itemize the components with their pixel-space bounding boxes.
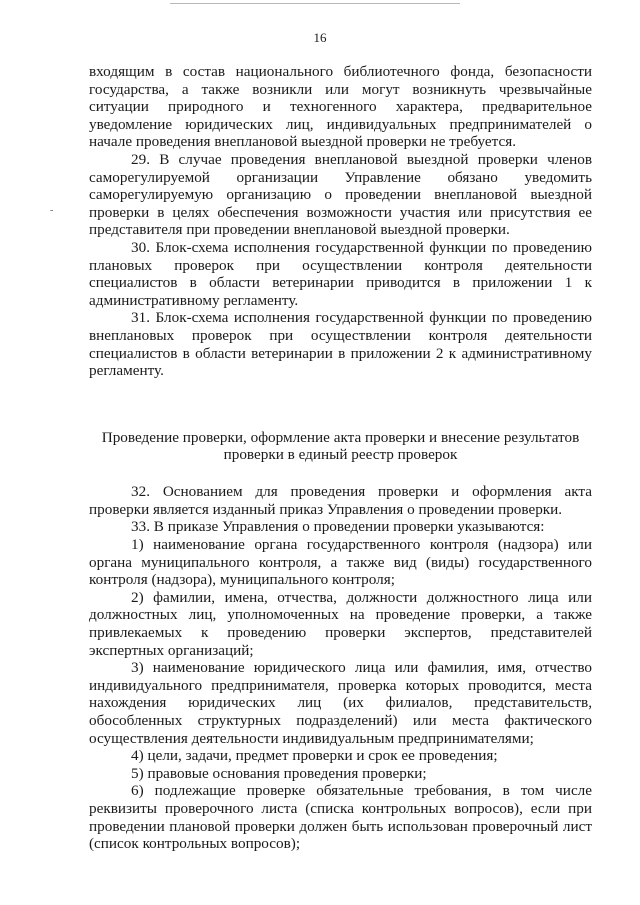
list-item-4: 4) цели, задачи, предмет проверки и срок ее проведения;: [131, 747, 498, 765]
list-item-2: 2) фамилии, имена, отчества, должности должностного лица или должностных лиц, уполномоченных на проведение проверки, а также привлекаемых к проведению проверки экспертов, представителей экспертных организаций;: [89, 588, 592, 659]
margin-mark: -: [50, 205, 54, 216]
paragraph-29: 29. В случае проведения внеплановой выездной проверки членов саморегулируемой организации Управление обязано уведомить саморегулируемую организацию о проведении внеплановой выездной проверки в целях обеспечения возможности участия или присутствия ее представителя при проведении внеплановой выездной проверки.: [89, 150, 592, 239]
list-item-6: 6) подлежащие проверке обязательные требования, в том числе реквизиты проверочного листа (списка контрольных вопросов), если при проведении плановой проверки должен быть использован проверочный лист (список контрольных вопросов);: [89, 782, 592, 853]
document-body: [89, 63, 592, 853]
section-heading: Проведение проверки, оформление акта проверки и внесение результатов проверки в единый реестр проверок: [101, 428, 580, 464]
paragraph-31: 31. Блок-схема исполнения государственной функции по проведению внеплановых проверок при осуществлении контроля деятельности специалистов в области ветеринарии в приложении 2 к административному регламенту.: [89, 309, 592, 380]
list-item-5: 5) правовые основания проведения проверки;: [131, 764, 427, 782]
paragraph-continuation: входящим в состав национального библиотечного фонда, безопасности государства, а также возникли или могут возникнуть чрезвычайные ситуации природного и техногенного характера, предварительное уведомление юридических лиц, индивидуальных предпринимателей о начале проведения внеплановой выездной проверки не требуется.: [89, 63, 592, 151]
paragraph-33: 33. В приказе Управления о проведении проверки указываются:: [131, 518, 545, 536]
paragraph-32: 32. Основанием для проведения проверки и оформления акта проверки является изданный приказ Управления о проведении проверки.: [89, 483, 592, 518]
page-number: 16: [313, 30, 327, 45]
paragraph-30: 30. Блок-схема исполнения государственной функции по проведению плановых проверок при осуществлении контроля деятельности специалистов в области ветеринарии приводится в приложении 1 к административному регламенту.: [89, 238, 592, 309]
top-rule: [170, 3, 460, 4]
list-item-1: 1) наименование органа государственного контроля (надзора) или органа муниципального контроля, а также вид (виды) государственного контроля (надзора), муниципального контроля;: [89, 536, 592, 589]
list-item-3: 3) наименование юридического лица или фамилия, имя, отчество индивидуального предпринимателя, проверка которых проводится, места нахождения юридических лиц (их филиалов, представительств, обособленных структурных подразделений) или места фактического осуществления деятельности индивидуальным предпринимателями;: [89, 659, 592, 747]
